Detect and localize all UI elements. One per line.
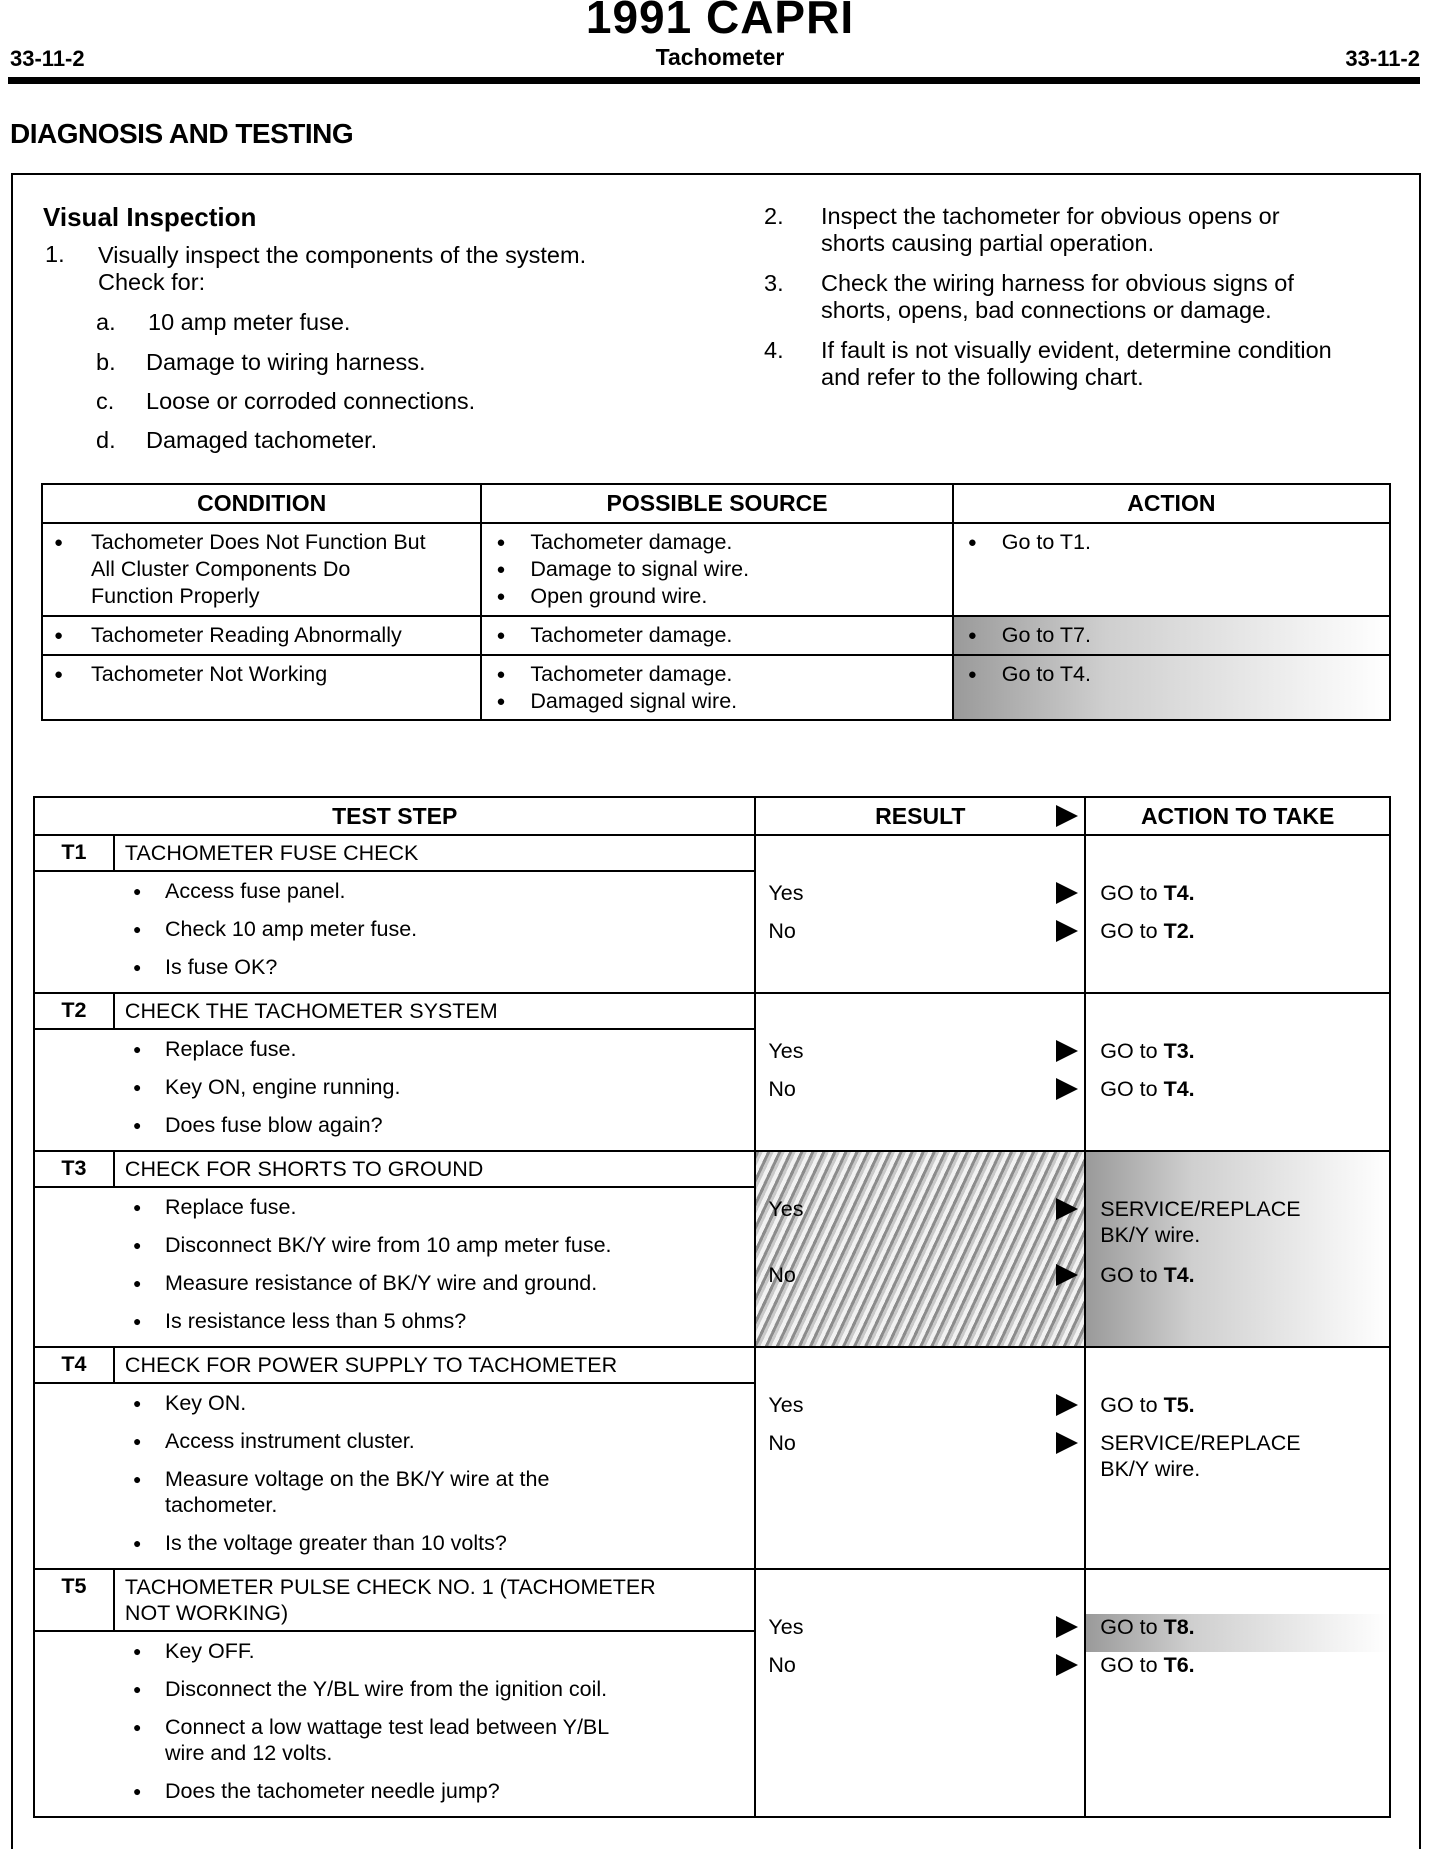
test-step-item: ● Access fuse panel.	[35, 878, 754, 904]
table-row	[42, 616, 1390, 655]
subitem-text: 10 amp meter fuse.	[148, 309, 351, 335]
test-step-table	[33, 796, 1391, 1818]
source-item: ● Open ground wire.	[482, 583, 951, 610]
result-no: No	[768, 1263, 796, 1287]
result-yes: Yes	[768, 1393, 804, 1417]
test-id: T3	[34, 1151, 114, 1187]
result-yes: Yes	[768, 1039, 804, 1063]
action-text: GO to	[1100, 1077, 1164, 1101]
section-title: DIAGNOSIS AND TESTING	[10, 118, 354, 149]
arrow-right-icon	[1056, 920, 1078, 942]
item-text: Check for:	[98, 269, 206, 295]
test-id: T1	[34, 835, 114, 871]
source-item: ● Damaged signal wire.	[482, 688, 951, 715]
arrow-right-icon	[1056, 1198, 1078, 1220]
result-cell	[755, 835, 1085, 993]
test-title: CHECK THE TACHOMETER SYSTEM	[114, 993, 755, 1029]
test-step-item: ● Measure resistance of BK/Y wire and ground.	[35, 1270, 754, 1296]
arrow-right-icon	[1056, 1264, 1078, 1286]
result-yes: Yes	[768, 1197, 804, 1221]
arrow-right-icon	[1056, 1432, 1078, 1454]
item-text: Check the wiring harness for obvious signs of	[821, 270, 1294, 296]
test-title: TACHOMETER FUSE CHECK	[114, 835, 755, 871]
column-header-source: POSSIBLE SOURCE	[481, 484, 952, 523]
subitem-text: Damage to wiring harness.	[146, 349, 426, 375]
test-steps	[34, 1029, 755, 1151]
source-item: ● Tachometer damage.	[482, 661, 951, 688]
test-title: TACHOMETER PULSE CHECK NO. 1 (TACHOMETER NOT WORKING)	[114, 1569, 755, 1631]
subitem-letter: b.	[96, 349, 116, 375]
visual-inspection-heading: Visual Inspection	[43, 202, 257, 232]
test-title: CHECK FOR POWER SUPPLY TO TACHOMETER	[114, 1347, 755, 1383]
item-text: Visually inspect the components of the system.	[98, 242, 587, 268]
column-header-result	[755, 797, 1085, 835]
action-target: T6.	[1163, 1653, 1195, 1677]
column-header-action: ACTION	[953, 484, 1390, 523]
condition-line: ● Tachometer Not Working	[43, 661, 480, 688]
action-target: T5.	[1163, 1393, 1195, 1417]
test-step-item: ● Measure voltage on the BK/Y wire at the tachometer.	[35, 1466, 635, 1518]
action-text: GO to	[1100, 919, 1164, 943]
column-header-action-to-take: ACTION TO TAKE	[1085, 797, 1390, 835]
test-id: T4	[34, 1347, 114, 1383]
arrow-right-icon	[1056, 882, 1078, 904]
test-step-item: ● Key OFF.	[35, 1638, 754, 1664]
arrow-right-icon	[1056, 1040, 1078, 1062]
item-text: Inspect the tachometer for obvious opens or	[821, 203, 1280, 229]
result-yes: Yes	[768, 1615, 804, 1639]
arrow-right-icon	[1056, 1654, 1078, 1676]
arrow-right-icon	[1056, 1616, 1078, 1638]
manual-title: 1991 CAPRI	[585, 0, 855, 43]
page-number-left: 33-11-2	[10, 46, 85, 71]
test-step-item: ● Is the voltage greater than 10 volts?	[35, 1530, 754, 1556]
test-steps	[34, 1631, 755, 1817]
action-item: ● Go to T7.	[954, 622, 1389, 649]
result-cell	[755, 1151, 1085, 1347]
item-number: 2.	[764, 203, 784, 229]
table-row	[42, 655, 1390, 720]
item-number: 3.	[764, 270, 784, 296]
source-item: ● Damage to signal wire.	[482, 556, 951, 583]
action-target: T4.	[1163, 1263, 1195, 1287]
subitem-text: Damaged tachometer.	[146, 427, 378, 453]
test-step-item: ● Key ON.	[35, 1390, 754, 1416]
result-yes: Yes	[768, 881, 804, 905]
action-text: GO to	[1100, 1263, 1164, 1287]
page-subtitle: Tachometer	[655, 44, 785, 70]
action-text: SERVICE/REPLACE BK/Y wire.	[1100, 1197, 1301, 1247]
test-step-item: ● Access instrument cluster.	[35, 1428, 754, 1454]
condition-line: ● Tachometer Does Not Function But	[43, 529, 480, 556]
action-item: ● Go to T4.	[954, 661, 1389, 688]
action-cell	[1085, 1569, 1390, 1817]
arrow-right-icon	[1056, 1394, 1078, 1416]
action-text: GO to	[1100, 1039, 1164, 1063]
action-target: T8.	[1163, 1615, 1195, 1639]
item-text: shorts, opens, bad connections or damage.	[821, 297, 1272, 323]
action-text: GO to	[1100, 1615, 1164, 1639]
action-target: T4.	[1163, 1077, 1195, 1101]
action-item: ● Go to T1.	[954, 529, 1389, 556]
table-row	[42, 523, 1390, 616]
test-step-item: ● Is resistance less than 5 ohms?	[35, 1308, 754, 1334]
test-title: CHECK FOR SHORTS TO GROUND	[114, 1151, 755, 1187]
test-step-item: ● Replace fuse.	[35, 1194, 754, 1220]
condition-line: All Cluster Components Do	[91, 557, 351, 581]
result-header-label: RESULT	[875, 802, 966, 829]
subitem-letter: a.	[96, 309, 116, 335]
action-target: T3.	[1163, 1039, 1195, 1063]
test-step-item: ● Does the tachometer needle jump?	[35, 1778, 754, 1804]
action-text: GO to	[1100, 881, 1164, 905]
subitem-letter: c.	[96, 388, 115, 414]
test-steps	[34, 871, 755, 993]
item-number: 1.	[45, 241, 65, 267]
action-cell	[1085, 1347, 1390, 1569]
subitem-letter: d.	[96, 427, 116, 453]
test-id: T5	[34, 1569, 114, 1631]
header-rule	[8, 77, 1420, 84]
action-cell	[1085, 1151, 1390, 1347]
condition-line: ● Tachometer Reading Abnormally	[43, 622, 480, 649]
arrow-right-icon	[1056, 805, 1078, 827]
item-text: shorts causing partial operation.	[821, 230, 1155, 256]
result-no: No	[768, 1653, 796, 1677]
test-step-item: ● Connect a low wattage test lead between Y/BL wire and 12 volts.	[35, 1714, 635, 1766]
subitem-text: Loose or corroded connections.	[146, 388, 476, 414]
item-number: 4.	[764, 337, 784, 363]
result-no: No	[768, 919, 796, 943]
result-cell	[755, 993, 1085, 1151]
action-target: T2.	[1163, 919, 1195, 943]
result-cell	[755, 1569, 1085, 1817]
action-target: T4.	[1163, 881, 1195, 905]
test-step-item: ● Disconnect BK/Y wire from 10 amp meter fuse.	[35, 1232, 754, 1258]
source-item: ● Tachometer damage.	[482, 622, 951, 649]
source-item: ● Tachometer damage.	[482, 529, 951, 556]
column-header-test-step: TEST STEP	[34, 797, 755, 835]
action-cell	[1085, 993, 1390, 1151]
action-text: GO to	[1100, 1653, 1164, 1677]
result-no: No	[768, 1431, 796, 1455]
condition-line: Function Properly	[91, 584, 260, 608]
result-no: No	[768, 1077, 796, 1101]
action-cell	[1085, 835, 1390, 993]
test-id: T2	[34, 993, 114, 1029]
test-steps	[34, 1187, 755, 1347]
test-step-item: ● Replace fuse.	[35, 1036, 754, 1062]
arrow-right-icon	[1056, 1078, 1078, 1100]
item-text: If fault is not visually evident, determine condition	[821, 337, 1332, 363]
item-text: and refer to the following chart.	[821, 364, 1144, 390]
action-text: SERVICE/REPLACE BK/Y wire.	[1100, 1431, 1301, 1481]
test-step-item: ● Is fuse OK?	[35, 954, 754, 980]
result-cell	[755, 1347, 1085, 1569]
test-step-item: ● Key ON, engine running.	[35, 1074, 754, 1100]
test-step-item: ● Disconnect the Y/BL wire from the ignition coil.	[35, 1676, 754, 1702]
column-header-condition: CONDITION	[42, 484, 481, 523]
page-number-right: 33-11-2	[1345, 46, 1420, 71]
test-step-item: ● Does fuse blow again?	[35, 1112, 754, 1138]
condition-table	[41, 483, 1391, 721]
action-text: GO to	[1100, 1393, 1164, 1417]
test-step-item: ● Check 10 amp meter fuse.	[35, 916, 754, 942]
test-steps	[34, 1383, 755, 1569]
